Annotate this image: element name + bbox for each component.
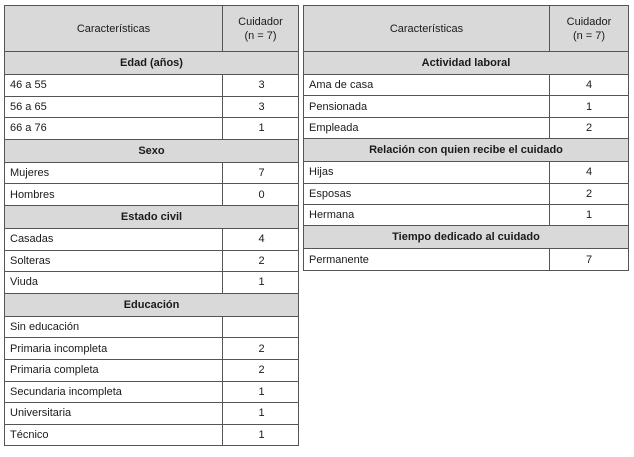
right-header-caregiver-line2: (n = 7) bbox=[572, 29, 606, 42]
row-value: 4 bbox=[223, 228, 299, 250]
row-label: Primaria incompleta bbox=[5, 338, 223, 360]
row-value: 4 bbox=[550, 162, 629, 183]
row-label: 56 a 65 bbox=[5, 96, 223, 118]
row-value: 1 bbox=[223, 272, 299, 294]
row-value: 7 bbox=[223, 162, 299, 184]
row-value: 2 bbox=[223, 359, 299, 381]
section-title: Tiempo dedicado al cuidado bbox=[304, 226, 629, 249]
row-label: Esposas bbox=[304, 183, 550, 204]
row-label: Universitaria bbox=[5, 403, 223, 425]
right-header-characteristics: Características bbox=[304, 6, 550, 52]
table-row bbox=[5, 359, 299, 381]
row-value: 1 bbox=[223, 381, 299, 403]
row-label: 66 a 76 bbox=[5, 118, 223, 140]
row-label: Viuda bbox=[5, 272, 223, 294]
row-value: 2 bbox=[550, 117, 629, 138]
row-label: Primaria completa bbox=[5, 359, 223, 381]
table-row bbox=[5, 96, 299, 118]
row-value: 2 bbox=[223, 250, 299, 272]
row-value: 7 bbox=[550, 249, 629, 270]
table-row bbox=[304, 75, 629, 96]
row-value: 1 bbox=[223, 118, 299, 140]
left-header-caregiver bbox=[223, 6, 299, 52]
right-section-header bbox=[304, 226, 629, 249]
row-value: 2 bbox=[550, 183, 629, 204]
row-value bbox=[223, 316, 299, 338]
table-row bbox=[5, 228, 299, 250]
right-table-body bbox=[304, 6, 629, 271]
right-header-caregiver bbox=[550, 6, 629, 52]
left-header-caregiver-line1: Cuidador bbox=[238, 15, 283, 28]
table-row bbox=[5, 184, 299, 206]
table-row bbox=[5, 75, 299, 97]
left-section-header bbox=[5, 205, 299, 228]
table-row bbox=[5, 272, 299, 294]
section-title: Estado civil bbox=[5, 205, 299, 228]
table-row bbox=[304, 96, 629, 117]
table-row bbox=[5, 381, 299, 403]
table-row bbox=[5, 118, 299, 140]
row-value: 1 bbox=[550, 204, 629, 225]
row-label: Hermana bbox=[304, 204, 550, 225]
section-title: Educación bbox=[5, 293, 299, 316]
row-label: Solteras bbox=[5, 250, 223, 272]
right-characteristics-table bbox=[303, 5, 629, 271]
row-label: Pensionada bbox=[304, 96, 550, 117]
row-label: Ama de casa bbox=[304, 75, 550, 96]
row-label: Permanente bbox=[304, 249, 550, 270]
table-row bbox=[5, 316, 299, 338]
left-characteristics-table bbox=[4, 5, 299, 446]
row-value: 3 bbox=[223, 96, 299, 118]
table-row bbox=[5, 162, 299, 184]
row-label: Secundaria incompleta bbox=[5, 381, 223, 403]
row-value: 0 bbox=[223, 184, 299, 206]
row-label: Casadas bbox=[5, 228, 223, 250]
table-row bbox=[304, 204, 629, 225]
left-header-characteristics: Características bbox=[5, 6, 223, 52]
row-label: 46 a 55 bbox=[5, 75, 223, 97]
table-row bbox=[5, 424, 299, 446]
row-value: 3 bbox=[223, 75, 299, 97]
left-header-row bbox=[5, 6, 299, 52]
row-label: Empleada bbox=[304, 117, 550, 138]
table-row bbox=[304, 162, 629, 183]
left-table-body bbox=[5, 6, 299, 446]
table-row bbox=[304, 249, 629, 270]
row-value: 1 bbox=[223, 424, 299, 446]
left-section-header bbox=[5, 139, 299, 162]
row-label: Hombres bbox=[5, 184, 223, 206]
right-section-header bbox=[304, 139, 629, 162]
row-value: 2 bbox=[223, 338, 299, 360]
table-row bbox=[5, 250, 299, 272]
section-title: Sexo bbox=[5, 139, 299, 162]
right-section-header bbox=[304, 52, 629, 75]
left-section-header bbox=[5, 293, 299, 316]
table-row bbox=[304, 183, 629, 204]
left-header-caregiver-line2: (n = 7) bbox=[244, 29, 277, 42]
row-label: Técnico bbox=[5, 424, 223, 446]
row-value: 1 bbox=[223, 403, 299, 425]
section-title: Edad (años) bbox=[5, 52, 299, 75]
section-title: Relación con quien recibe el cuidado bbox=[304, 139, 629, 162]
row-label: Sin educación bbox=[5, 316, 223, 338]
row-label: Hijas bbox=[304, 162, 550, 183]
right-header-row bbox=[304, 6, 629, 52]
row-value: 4 bbox=[550, 75, 629, 96]
section-title: Actividad laboral bbox=[304, 52, 629, 75]
row-label: Mujeres bbox=[5, 162, 223, 184]
right-header-caregiver-line1: Cuidador bbox=[566, 15, 612, 28]
table-row bbox=[5, 403, 299, 425]
row-value: 1 bbox=[550, 96, 629, 117]
table-row bbox=[5, 338, 299, 360]
table-row bbox=[304, 117, 629, 138]
left-section-header bbox=[5, 52, 299, 75]
